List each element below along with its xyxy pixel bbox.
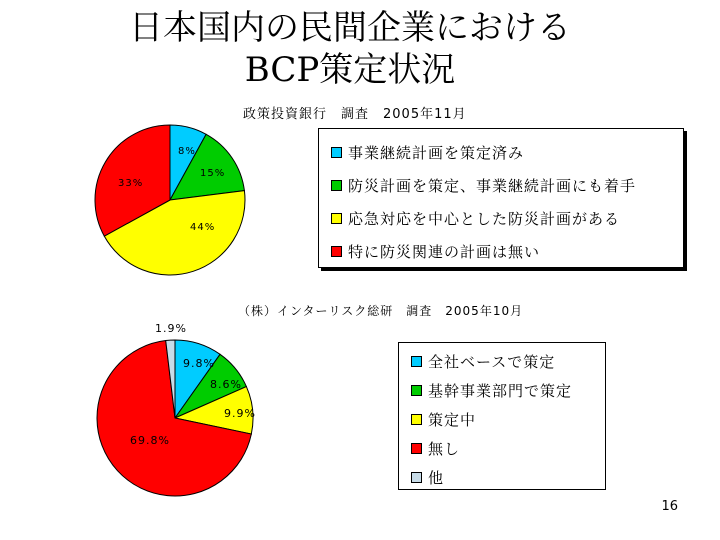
chart2-legend-swatch [411,414,422,425]
chart1-data-label-3: 33% [118,178,144,189]
chart2-data-label-1: 8.6% [210,378,242,391]
page-number: 16 [661,499,678,514]
chart2-legend-item-other [411,467,444,488]
chart2-legend-swatch [411,443,422,454]
chart2-legend-swatch [411,385,422,396]
chart2-legend-item-inprogress [411,409,476,430]
chart2-legend-label: 基幹事業部門で策定 [428,382,573,400]
chart2-legend-label: 無し [428,440,461,458]
chart2-legend-item-none [411,438,460,459]
chart1-source-title: 政策投資銀行 調査 2005年11月 [243,107,467,122]
chart2-legend-swatch [411,472,422,483]
chart1-legend-label: 防災計画を策定、事業継続計画にも着手 [348,177,637,195]
chart2-legend-item-company [411,351,555,372]
chart2-legend-label: 全社ベースで策定 [428,353,556,371]
chart1-legend-label: 応急対応を中心とした防災計画がある [348,210,621,228]
chart1-data-label-0: 8% [178,146,196,157]
chart2-legend-swatch [411,356,422,367]
chart2-data-label-4: 1.9% [155,322,187,335]
chart2-data-label-0: 9.8% [183,357,215,370]
chart1-legend-label: 特に防災関連の計画は無い [348,243,541,261]
chart2-data-label-2: 9.9% [224,407,256,420]
chart2-legend-label: 策定中 [428,411,477,429]
chart1-legend-label: 事業継続計画を策定済み [348,144,525,162]
slide-title-line1: 日本国内の民間企業における [129,8,571,48]
chart1-data-label-2: 44% [190,222,216,233]
chart2-legend-label: 他 [428,469,445,487]
chart1-data-label-1: 15% [200,168,226,179]
chart2-legend [398,342,606,490]
slide-title-line2: BCP策定状況 [244,50,456,90]
chart2-source-title: （株）インターリスク総研 調査 2005年10月 [238,304,524,318]
chart2-data-label-3: 69.8% [130,434,170,447]
chart2-legend-item-division [411,380,572,401]
